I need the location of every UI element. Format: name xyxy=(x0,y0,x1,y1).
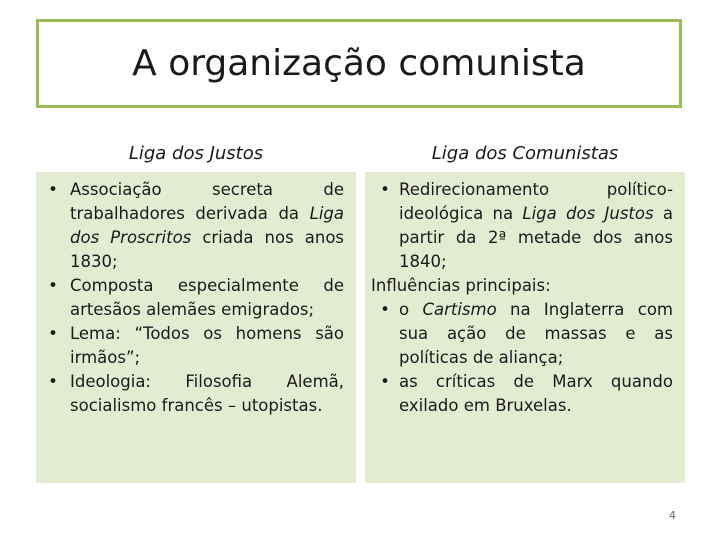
item-text: Composta especialmente de artesãos alemães emigrados; xyxy=(70,276,344,319)
item-text: Ideologia: Filosofia Alemã, socialismo francês – utopistas. xyxy=(70,372,344,415)
right-bullet-list xyxy=(371,178,673,274)
list-item xyxy=(371,298,673,370)
item-text: as críticas de Marx quando exilado em Bruxelas. xyxy=(399,372,673,415)
left-bullet-list xyxy=(36,178,344,418)
list-item xyxy=(36,178,344,274)
item-emphasis: Liga dos Proscritos xyxy=(70,204,344,247)
left-column-heading: Liga dos Justos xyxy=(128,143,264,164)
item-text: Redirecionamento político-ideológica na xyxy=(399,180,673,223)
item-emphasis: Liga dos Justos xyxy=(522,204,654,223)
item-text: na Inglaterra com sua ação de massas e as políticas de aliança; xyxy=(399,300,673,367)
list-item xyxy=(36,274,344,322)
right-panel xyxy=(365,172,685,483)
bullet-icon: • xyxy=(380,300,390,319)
list-item xyxy=(371,370,673,418)
list-item xyxy=(36,322,344,370)
item-text: a partir da 2ª metade dos anos 1840; xyxy=(399,204,673,271)
item-text: Associação secreta de trabalhadores derivada da xyxy=(70,180,344,223)
slide-title: A organização comunista xyxy=(132,43,586,84)
bullet-icon: • xyxy=(48,372,58,391)
bullet-icon: • xyxy=(48,180,58,199)
influences-list xyxy=(371,298,673,418)
right-column-heading: Liga dos Comunistas xyxy=(431,143,619,164)
list-item xyxy=(371,178,673,274)
bullet-icon: • xyxy=(48,324,58,343)
bullet-icon: • xyxy=(380,180,390,199)
title-box xyxy=(36,19,682,108)
item-text: o xyxy=(399,300,423,319)
bullet-icon: • xyxy=(48,276,58,295)
item-emphasis: Cartismo xyxy=(422,300,497,319)
item-text: Lema: “Todos os homens são irmãos”; xyxy=(70,324,344,367)
item-text: criada nos anos 1830; xyxy=(70,228,345,271)
page-number: 4 xyxy=(669,509,676,522)
bullet-icon: • xyxy=(380,372,390,391)
influences-label: Influências principais: xyxy=(371,276,551,295)
list-item xyxy=(36,370,344,418)
left-panel xyxy=(36,172,356,483)
